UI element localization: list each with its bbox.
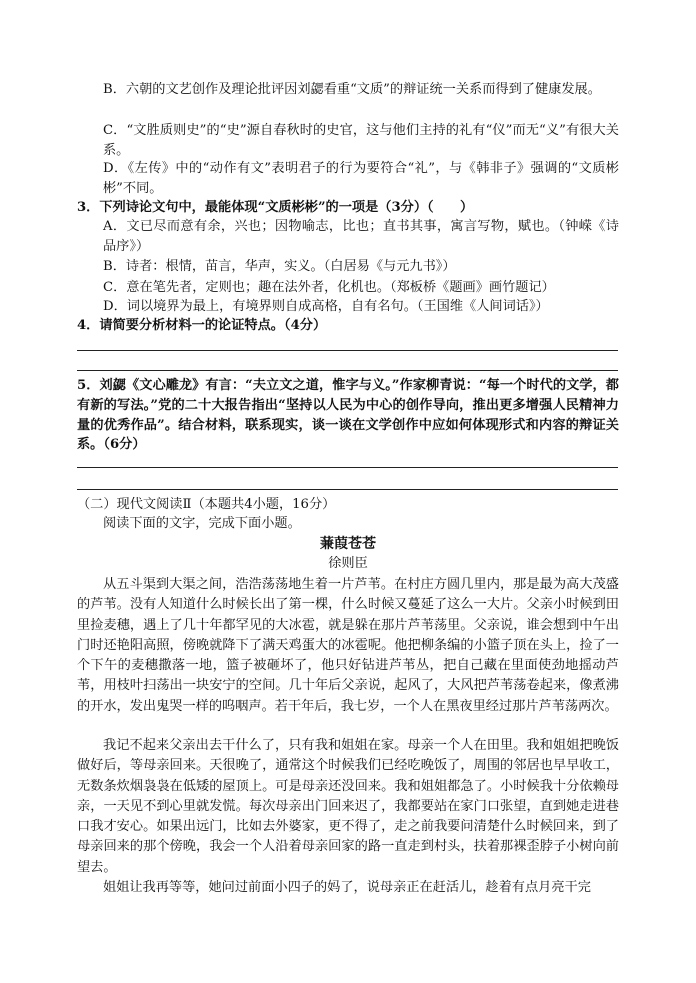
q5-stem <box>77 376 619 455</box>
passage-paragraph-1: 从五斗渠到大渠之间，浩浩荡荡地生着一片芦苇。在村庄方圆几里内，那是最为高大茂盛的芦苇。没有人知道什么时候长出了第一棵，什么时候又蔓延了这么一大片。父亲小时候到田里捡麦穗，遇上了几十年都罕见的大冰雹，就是躲在那片芦苇荡里。父亲说，谁会想到中午出门时还艳阳高照，傍晚就降下了满天鸡蛋大的冰雹呢。他把柳条编的小篮子顶在头上，捡了一个下午的麦穗撒落一地，篮子被砸坏了，他只好钻进芦苇丛，把自己藏在里面使劲地摇动芦苇，用枝叶扫荡出一块安宁的空间。几十年后父亲说，起风了，大风把芦苇荡卷起来，像煮沸的开水，发出鬼哭一样的呜咽声。若干年后，我七岁，一个人在黑夜里经过那片芦苇荡两次。 <box>77 577 619 714</box>
q3-stem: 3．下列诗论文句中，最能体现“文质彬彬”的一项是（3分）（ ） <box>77 200 474 215</box>
q4-stem: 4．请简要分析材料一的论证特点。（4分） <box>77 318 327 333</box>
q2-option-d: D．《左传》中的“动作有文”表明君子的行为要符合“礼”，与《韩非子》强调的“文质彬彬”不同。 <box>103 161 619 196</box>
passage-paragraph-3: 姐姐让我再等等，她问过前面小四子的妈了，说母亲正在赶活儿，趁着有点月亮干完 <box>103 880 591 895</box>
q4-answer-line-2[interactable] <box>77 370 618 371</box>
section-instruction: 阅读下面的文字，完成下面小题。 <box>103 516 301 531</box>
q3-option-a: A．文已尽而意有余，兴也；因物喻志，比也；直书其事，寓言写物，赋也。（钟嵘《诗品序》） <box>103 219 619 254</box>
passage-paragraph-2: 我记不起来父亲出去干什么了，只有我和姐姐在家。母亲一个人在田里。我和姐姐把晚饭做好后，等母亲回来。天很晚了，通常这个时候我们已经吃晚饭了，周围的邻居也早早收工，无数条炊烟袅袅在低矮的屋顶上。可是母亲还没回来。我和姐姐都急了。小时候我十分依赖母亲，一天见不到心里就发慌。每次母亲出门回来迟了，我都要站在家门口张望，直到她走进巷口我才安心。如果出远门，比如去外婆家，更不得了，走之前我要问清楚什么时候回来，到了母亲回来的那个傍晚，我会一个人沿着母亲回家的路一直走到村头，扶着那裸歪脖子小树向前望去。 <box>77 738 619 875</box>
q2-option-b: B．六朝的文艺创作及理论批评因刘勰看重“文质”的辩证统一关系而得到了健康发展。 <box>103 82 601 97</box>
q5-answer-line-2[interactable] <box>77 489 618 490</box>
q5-stem-text: 5．刘勰《文心雕龙》有言：“夫立文之道，惟字与义。”作家柳青说：“每一个时代的文学，都有新的写法。”党的二十大报告指出“坚持以人民为中心的创作导向，推出更多增强人民精神力量的优秀作品”。结合材料，联系现实，谈一谈在文学创作中应如何体现形式和内容的辩证关系。（6分） <box>77 378 619 453</box>
q3-option-c: C．意在笔先者，定则也；趣在法外者，化机也。（郑板桥《题画》画竹题记） <box>103 280 555 295</box>
section-heading: （二）现代文阅读Ⅱ（本题共4小题，16分） <box>77 497 336 512</box>
q3-option-d: D．词以境界为最上，有境界则自成高格，自有名句。（王国维《人间词话》） <box>103 299 549 314</box>
q2-option-c: C．“文胜质则史”的“史”源自春秋时的史官，这与他们主持的礼有“仪”而无“义”有很大关系。 <box>103 123 619 158</box>
q5-answer-line-1[interactable] <box>77 467 618 468</box>
passage-author: 徐则臣 <box>328 556 368 571</box>
passage-title: 蒹葭苍苍 <box>320 536 376 552</box>
q3-option-b: B．诗者：根情，苗言，华声，实义。（白居易《与元九书》） <box>103 259 456 274</box>
q4-answer-line-1[interactable] <box>77 350 618 351</box>
